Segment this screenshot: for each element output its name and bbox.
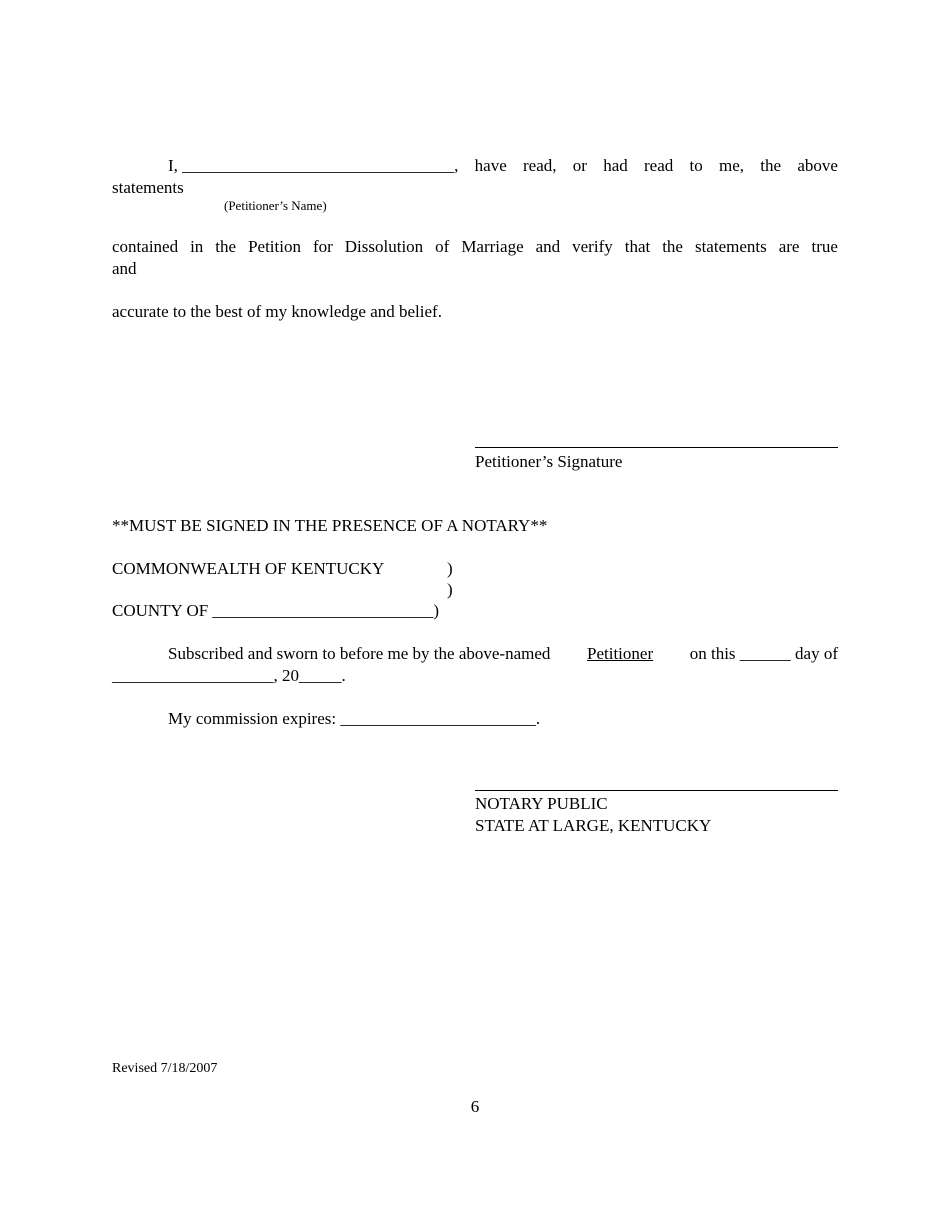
- verification-line-2-word: in: [190, 237, 204, 256]
- verification-line-1-word: me,: [719, 156, 745, 175]
- jurat-date-line: ___________________, 20_____.: [112, 666, 346, 685]
- verification-line-1-word: have: [474, 156, 507, 175]
- verification-line-1-word: read: [644, 156, 674, 175]
- petitioner-name-caption: (Petitioner’s Name): [224, 198, 327, 213]
- verification-line-1-wrap: statements: [112, 178, 184, 197]
- verification-line-2-word: and: [535, 237, 561, 256]
- notary-jurisdiction: STATE AT LARGE, KENTUCKY: [475, 816, 712, 835]
- petitioner-signature-line[interactable]: [475, 447, 838, 448]
- verification-line-1-word: had: [603, 156, 628, 175]
- verification-line-1-word: to: [689, 156, 703, 175]
- venue-paren: ): [447, 580, 453, 599]
- verification-line-2-word: Petition: [248, 237, 301, 256]
- verification-line-1-word: I, ________________________________,: [168, 156, 459, 175]
- verification-line-2-word: contained: [112, 237, 179, 256]
- verification-line-2-word: true: [811, 237, 838, 256]
- county-line: COUNTY OF __________________________): [112, 601, 440, 620]
- verification-line-2-word: for: [312, 237, 333, 256]
- verification-line-2-word: verify: [572, 237, 613, 256]
- verification-line-3: accurate to the best of my knowledge and belief.: [112, 302, 442, 321]
- jurat-line-1: [112, 645, 838, 662]
- notary-title: NOTARY PUBLIC: [475, 794, 608, 813]
- notary-signature-line[interactable]: [475, 790, 838, 791]
- verification-line-1-word: above: [797, 156, 838, 175]
- jurat-text-after: on this ______ day of: [689, 644, 838, 663]
- verification-line-2-word: the: [215, 237, 237, 256]
- verification-line-2-word: the: [662, 237, 683, 256]
- revised-date: Revised 7/18/2007: [112, 1061, 218, 1076]
- verification-line-2-word: Marriage: [461, 237, 524, 256]
- verification-line-1: [112, 157, 838, 174]
- verification-line-2: [112, 238, 838, 255]
- verification-line-2-word: are: [778, 237, 800, 256]
- commission-expires: My commission expires: _______________________.: [168, 709, 541, 728]
- verification-line-2-word: of: [435, 237, 450, 256]
- verification-line-2-word: Dissolution: [344, 237, 424, 256]
- verification-line-1-word: the: [760, 156, 782, 175]
- verification-line-2-word: that: [624, 237, 651, 256]
- commonwealth-label: COMMONWEALTH OF KENTUCKY: [112, 559, 385, 578]
- venue-paren: ): [447, 559, 453, 578]
- verification-line-1-word: or: [572, 156, 587, 175]
- page-number: 6: [470, 1097, 480, 1116]
- verification-line-1-word: read,: [523, 156, 557, 175]
- notary-notice: **MUST BE SIGNED IN THE PRESENCE OF A NOTARY**: [112, 516, 548, 535]
- verification-line-2-word: statements: [694, 237, 767, 256]
- petitioner-signature-label: Petitioner’s Signature: [475, 452, 623, 471]
- jurat-text-before: Subscribed and sworn to before me by the above-named: [168, 644, 551, 663]
- verification-line-2-wrap: and: [112, 259, 137, 278]
- jurat-party: Petitioner: [587, 644, 654, 663]
